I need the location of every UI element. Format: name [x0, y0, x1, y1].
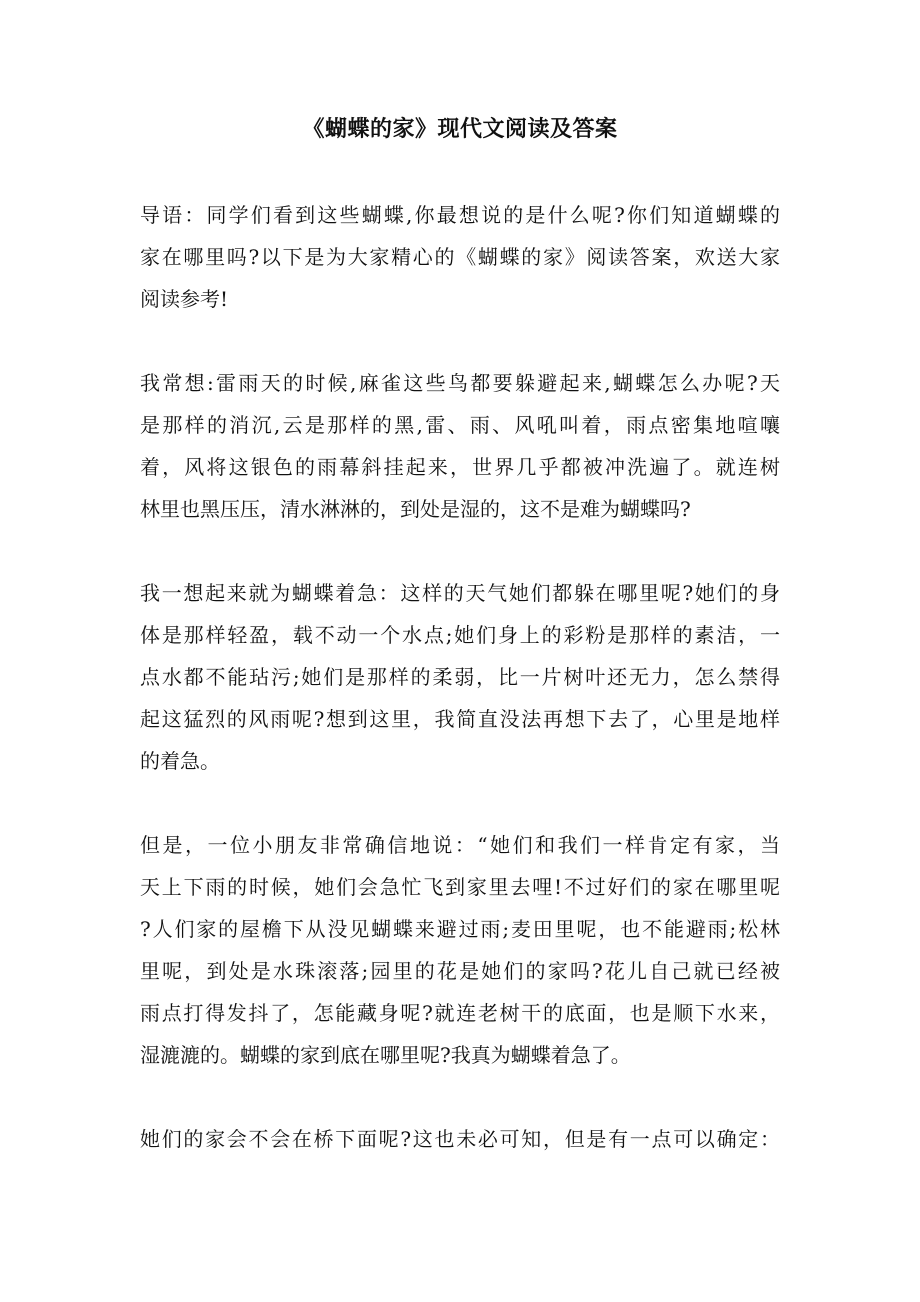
paragraph-4-line-2: 天上下雨的时候，她们会急忙飞到家里去哩!不过好们的家在哪里呢: [140, 875, 780, 899]
paragraph-2-line-3: 着，风将这银色的雨幕斜挂起来，世界几乎都被冲洗遍了。就连树: [140, 455, 780, 479]
paragraph-4-line-5: 雨点打得发抖了，怎能藏身呢?就连老树干的底面，也是顺下水来，: [140, 1001, 780, 1025]
paragraph-1-line-2: 家在哪里吗?以下是为大家精心的《蝴蝶的家》阅读答案，欢送大家: [140, 245, 780, 269]
paragraph-2-line-4: 林里也黑压压，清水淋淋的，到处是湿的，这不是难为蝴蝶吗?: [140, 497, 691, 521]
paragraph-2-line-2: 是那样的消沉,云是那样的黑,雷、雨、风吼叫着，雨点密集地喧嚷: [140, 413, 780, 437]
paragraph-3-line-4: 起这猛烈的风雨呢?想到这里，我简直没法再想下去了，心里是地样: [140, 707, 780, 731]
paragraph-4-line-3: ?人们家的屋檐下从没见蝴蝶来避过雨;麦田里呢，也不能避雨;松林: [140, 917, 780, 941]
paragraph-4-line-4: 里呢，到处是水珠滚落;园里的花是她们的家吗?花儿自己就已经被: [140, 959, 780, 983]
paragraph-3-line-3: 点水都不能玷污;她们是那样的柔弱，比一片树叶还无力，怎么禁得: [140, 665, 780, 689]
paragraph-4-line-6: 湿漉漉的。蝴蝶的家到底在哪里呢?我真为蝴蝶着急了。: [140, 1043, 631, 1067]
paragraph-3-line-1: 我一想起来就为蝴蝶着急：这样的天气她们都躲在哪里呢?她们的身: [140, 581, 780, 605]
paragraph-1-line-1: 导语：同学们看到这些蝴蝶,你最想说的是什么呢?你们知道蝴蝶的: [140, 203, 780, 227]
paragraph-5-line-1: 她们的家会不会在桥下面呢?这也未必可知，但是有一点可以确定：: [140, 1127, 780, 1151]
paragraph-4-line-1: 但是，一位小朋友非常确信地说：“她们和我们一样肯定有家，当: [140, 833, 780, 857]
paragraph-2-line-1: 我常想:雷雨天的时候,麻雀这些鸟都要躲避起来,蝴蝶怎么办呢?天: [140, 371, 780, 395]
page-title: 《蝴蝶的家》现代文阅读及答案: [302, 116, 618, 142]
paragraph-3-line-2: 体是那样轻盈，载不动一个水点;她们身上的彩粉是那样的素洁，一: [140, 623, 780, 647]
paragraph-1-line-3: 阅读参考!: [140, 287, 229, 311]
paragraph-3-line-5: 的着急。: [140, 749, 220, 773]
